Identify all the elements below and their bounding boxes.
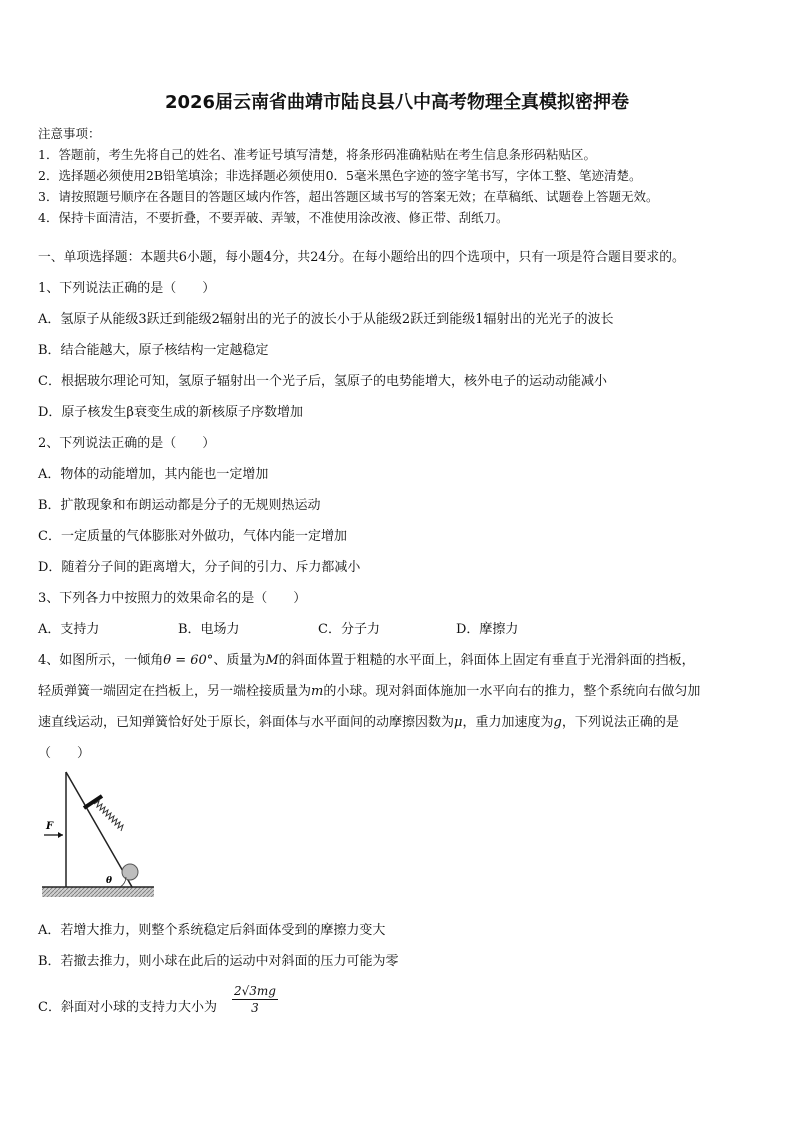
notice-heading: 注意事项： <box>38 126 101 141</box>
q3-options <box>38 618 518 637</box>
option-c-fraction <box>232 984 278 1015</box>
q4-text: ，重力加速度为 <box>462 715 554 730</box>
q4-text: 4、如图所示，一倾角 <box>38 653 164 668</box>
incline-figure <box>38 762 158 902</box>
q3-option-c: C．分子力 <box>318 622 380 637</box>
q2-option-d: D．随着分子间的距离增大，分子间的引力、斥力都减小 <box>38 560 361 575</box>
q1-option-a: A．氢原子从能级3跃迁到能级2辐射出的光子的波长小于从能级2跃迁到能级1辐射出的光光子的波长 <box>38 312 614 327</box>
ground-surface <box>42 887 154 897</box>
page-title: 2026届云南省曲靖市陆良县八中高考物理全真模拟密押卷 <box>164 92 630 113</box>
q1-option-c: C．根据玻尔理论可知，氢原子辐射出一个光子后，氢原子的电势能增大，核外电子的运动动能减小 <box>38 374 607 389</box>
q3-option-b: B．电场力 <box>178 622 240 637</box>
q2-option-b: B．扩散现象和布朗运动都是分子的无规则热运动 <box>38 498 321 513</box>
q1-option-d: D．原子核发生β衰变生成的新核原子序数增加 <box>38 405 303 420</box>
q4-text: 轻质弹簧一端固定在挡板上，另一端栓接质量为 <box>38 684 312 699</box>
fraction-denominator: 3 <box>251 1001 259 1015</box>
q4-stem-line-3 <box>38 711 679 730</box>
force-arrowhead <box>58 832 63 838</box>
notice-item-2: 2．选择题必须使用2B铅笔填涂；非选择题必须使用0．5毫米黑色字迹的签字笔书写，字体工整、笔迹清楚。 <box>38 168 642 183</box>
q3-option-d: D．摩擦力 <box>456 622 519 637</box>
q1-option-b: B．结合能越大，原子核结构一定越稳定 <box>38 343 269 358</box>
q2-option-a: A．物体的动能增加，其内能也一定增加 <box>38 467 269 482</box>
q4-text: ，下列说法正确的是 <box>561 715 679 730</box>
q1-stem: 1、下列说法正确的是（ ） <box>38 281 216 296</box>
angle-label: θ <box>106 876 113 886</box>
mass-m: m <box>311 684 324 699</box>
notice-item-4: 4．保持卡面清洁，不要折叠，不要弄破、弄皱，不准使用涂改液、修正带、刮纸刀。 <box>38 210 509 225</box>
ball <box>122 864 138 880</box>
q4-option-b: B．若撤去推力，则小球在此后的运动中对斜面的压力可能为零 <box>38 954 399 969</box>
notice-item-3: 3．请按照题号顺序在各题目的答题区域内作答，超出答题区域书写的答案无效；在草稿纸、试题卷上答题无效。 <box>38 189 659 204</box>
theta-expression: θ = 60° <box>163 653 214 668</box>
mass-M: M <box>265 653 279 668</box>
q3-stem: 3、下列各力中按照力的效果命名的是（ ） <box>38 591 307 606</box>
q4-stem-line-2 <box>38 680 700 699</box>
q4-stem-line-1 <box>38 649 695 668</box>
q2-option-c: C．一定质量的气体膨胀对外做功，气体内能一定增加 <box>38 529 347 544</box>
q2-stem: 2、下列说法正确的是（ ） <box>38 436 216 451</box>
spring-coil <box>94 801 123 831</box>
q4-text: 速直线运动，已知弹簧恰好处于原长，斜面体与水平面间的动摩擦因数为 <box>38 715 455 730</box>
q3-option-a: A．支持力 <box>38 622 100 637</box>
q4-text: 的斜面体置于粗糙的水平面上，斜面体上固定有垂直于光滑斜面的挡板， <box>278 653 695 668</box>
force-label: F <box>46 821 54 832</box>
section-heading: 一、单项选择题：本题共6小题，每小题4分，共24分。在每小题给出的四个选项中，只有一项是符合题目要求的。 <box>38 250 685 265</box>
q4-text: 的小球。现对斜面体施加一水平向右的推力，整个系统向右做匀加 <box>323 684 701 699</box>
q4-option-a: A．若增大推力，则整个系统稳定后斜面体受到的摩擦力变大 <box>38 923 386 938</box>
fraction-numerator: 2√3mg <box>234 984 276 998</box>
notice-item-1: 1．答题前，考生先将自己的姓名、准考证号填写清楚，将条形码准确粘贴在考生信息条形码粘贴区。 <box>38 147 596 162</box>
friction-coefficient: μ <box>454 715 463 730</box>
q4-text: 、质量为 <box>213 653 266 668</box>
q4-stem-line-4: （ ） <box>38 746 91 761</box>
gravity-g: g <box>553 715 562 730</box>
q4-option-c: C．斜面对小球的支持力大小为 <box>38 1000 217 1015</box>
